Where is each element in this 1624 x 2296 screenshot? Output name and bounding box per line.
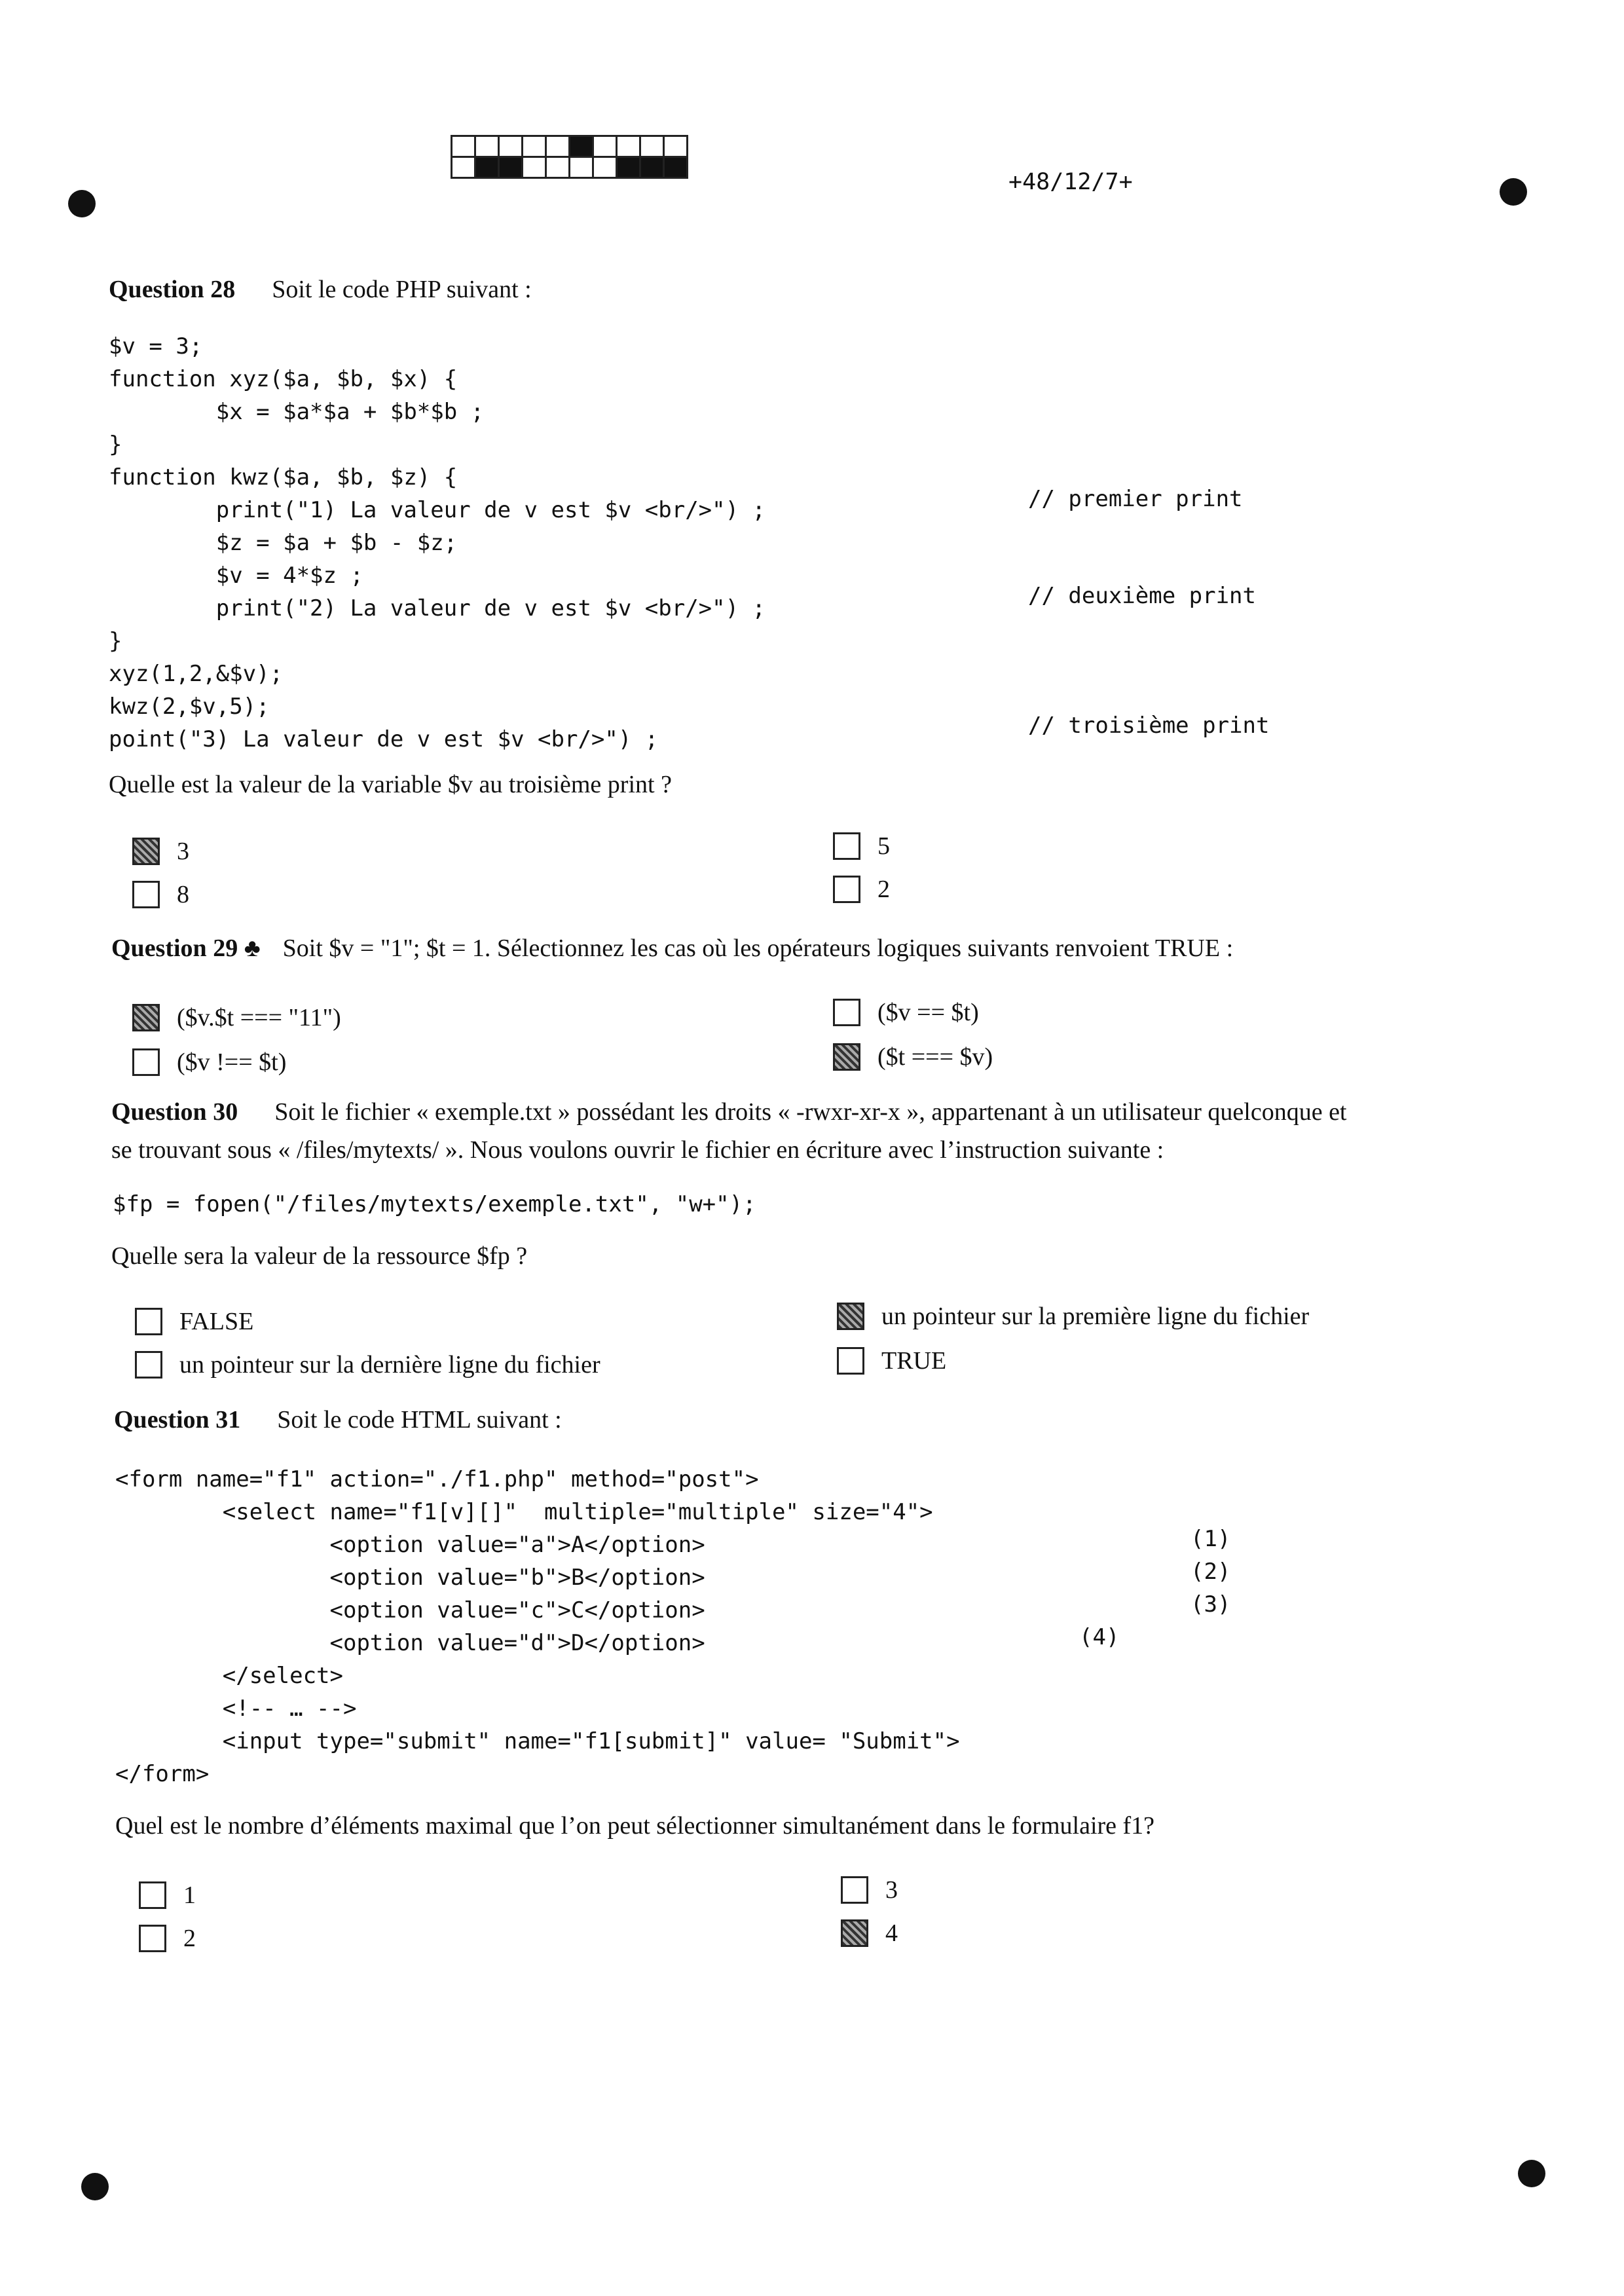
- choice-label: ($v.$t === "11"): [177, 1004, 341, 1031]
- choice-label: 3: [885, 1876, 898, 1904]
- question-30-header: [111, 1098, 1347, 1126]
- checkbox[interactable]: [841, 1919, 868, 1947]
- choice-2[interactable]: [139, 1924, 196, 1953]
- choice-label: un pointeur sur la première ligne du fichier: [881, 1303, 1310, 1330]
- question-number: Question 30: [111, 1098, 238, 1126]
- choice-label: FALSE: [179, 1308, 254, 1335]
- checkbox[interactable]: [833, 876, 860, 903]
- checkbox[interactable]: [132, 1004, 160, 1031]
- question-31-header: [114, 1405, 562, 1434]
- code-comment: // deuxième print: [1028, 583, 1256, 609]
- choice-label: ($t === $v): [877, 1043, 993, 1071]
- code-comment: // premier print: [1028, 486, 1243, 512]
- choice-label: ($v == $t): [877, 999, 979, 1026]
- page-id-barcode: [451, 135, 688, 179]
- option-marker: (3): [1190, 1591, 1231, 1618]
- question-text: Quelle sera la valeur de la ressource $fp ?: [111, 1242, 528, 1270]
- registration-mark-bottom-left: [81, 2173, 109, 2200]
- code-comment: // troisième print: [1028, 713, 1270, 739]
- choice-first-line-pointer[interactable]: [837, 1302, 1309, 1331]
- choice-true[interactable]: [837, 1346, 946, 1375]
- choice-label: 2: [183, 1925, 196, 1952]
- checkbox[interactable]: [837, 1347, 864, 1375]
- php-code-block: $v = 3; function xyz($a, $b, $x) { $x = $a*$a + $b*$b ; } function kwz($a, $b, $z) { print("1) La valeur de v est $v <br/>") ; $z = $a + $b - $z; $v = 4*$z ; print("2) La valeur de v est $v <br/>") ; } xyz(1,2,&$v); kwz(2,$v,5); point("3) La valeur de v est $v <br/>") ;: [109, 333, 766, 752]
- choice-label: 4: [885, 1919, 898, 1947]
- option-marker: (2): [1190, 1559, 1231, 1585]
- question-29-header: [111, 934, 1233, 963]
- checkbox[interactable]: [833, 832, 860, 860]
- question-prompt: Soit le fichier « exemple.txt » possédant les droits « -rwxr-xr-x », appartenant à un utilisateur quelconque et: [274, 1098, 1347, 1126]
- fopen-code-line: $fp = fopen("/files/mytexts/exemple.txt", "w+");: [113, 1191, 756, 1217]
- checkbox[interactable]: [139, 1925, 166, 1952]
- choice-false[interactable]: [135, 1307, 253, 1336]
- page-code: +48/12/7+: [1008, 169, 1133, 195]
- checkbox[interactable]: [837, 1303, 864, 1330]
- checkbox[interactable]: [833, 999, 860, 1026]
- choice-label: 1: [183, 1881, 196, 1909]
- checkbox[interactable]: [841, 1876, 868, 1904]
- choice-3[interactable]: [841, 1876, 898, 1904]
- checkbox[interactable]: [139, 1881, 166, 1909]
- choice-label: ($v !== $t): [177, 1048, 287, 1076]
- choice-1[interactable]: [139, 1881, 196, 1910]
- choice-concat-identical[interactable]: [132, 1003, 341, 1032]
- choice-8[interactable]: [132, 880, 189, 909]
- choice-label: un pointeur sur la dernière ligne du fichier: [179, 1351, 600, 1379]
- choice-label: 8: [177, 881, 189, 908]
- choice-not-identical[interactable]: [132, 1048, 286, 1077]
- question-prompt: Soit le code HTML suivant :: [277, 1406, 562, 1434]
- registration-mark-bottom-right: [1518, 2160, 1545, 2187]
- choice-last-line-pointer[interactable]: [135, 1350, 600, 1379]
- question-prompt: Soit le code PHP suivant :: [272, 276, 532, 303]
- choice-label: 5: [877, 832, 890, 860]
- checkbox[interactable]: [132, 838, 160, 865]
- question-text: Quel est le nombre d’éléments maximal que l’on peut sélectionner simultanément dans le formulaire f1?: [115, 1812, 1155, 1840]
- checkbox[interactable]: [132, 881, 160, 908]
- checkbox[interactable]: [135, 1308, 162, 1335]
- checkbox[interactable]: [135, 1351, 162, 1379]
- question-prompt: Soit $v = "1"; $t = 1. Sélectionnez les cas où les opérateurs logiques suivants renvoient TRUE :: [282, 935, 1234, 962]
- question-number: Question 28: [109, 276, 236, 303]
- checkbox[interactable]: [132, 1048, 160, 1076]
- registration-mark-top-right: [1500, 178, 1527, 206]
- question-text: Quelle est la valeur de la variable $v au troisième print ?: [109, 771, 672, 798]
- html-form-code-block: <form name="f1" action="./f1.php" method="post"> <select name="f1[v][]" multiple="multiple" size="4"> <option value="a">A</option> <option value="b">B</option> <option value="c">C</option> <option value="d">D</option> </select> <!-- … --> <input type="submit" name="f1[submit]" value= "Submit"> </form>: [115, 1466, 960, 1787]
- choice-equal[interactable]: [833, 998, 979, 1027]
- question-number: Question 29 ♣: [111, 935, 261, 962]
- question-28-header: [109, 275, 532, 304]
- choice-label: 2: [877, 876, 890, 903]
- choice-label: 3: [177, 838, 189, 865]
- registration-mark-top-left: [68, 190, 96, 217]
- option-marker: (1): [1190, 1526, 1231, 1552]
- choice-identical[interactable]: [833, 1043, 993, 1071]
- question-prompt-continued: se trouvant sous « /files/mytexts/ ». Nous voulons ouvrir le fichier en écriture avec l’instruction suivante :: [111, 1136, 1164, 1164]
- choice-5[interactable]: [833, 832, 890, 861]
- choice-3[interactable]: [132, 837, 189, 866]
- choice-2[interactable]: [833, 875, 890, 904]
- checkbox[interactable]: [833, 1043, 860, 1071]
- option-marker: (4): [1079, 1624, 1120, 1650]
- choice-4[interactable]: [841, 1919, 898, 1948]
- question-number: Question 31: [114, 1406, 241, 1434]
- choice-label: TRUE: [881, 1347, 947, 1375]
